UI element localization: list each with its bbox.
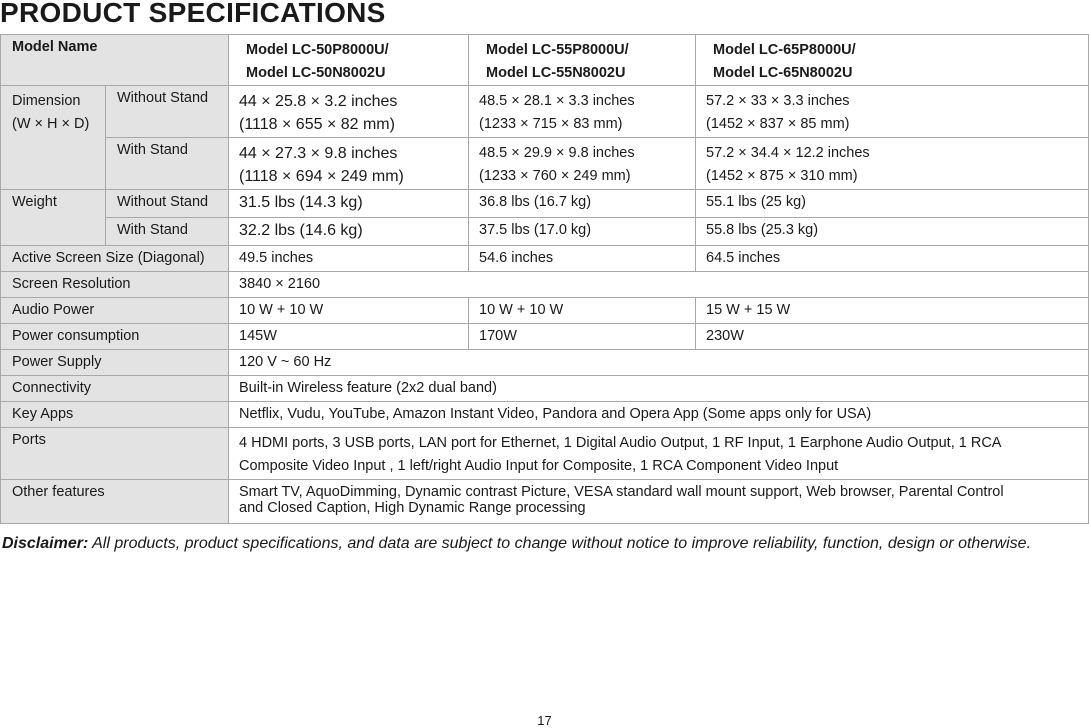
without-stand-label: Without Stand [106,86,229,138]
other-features-line2: and Closed Caption, High Dynamic Range processing [239,500,586,516]
without-stand-label: Without Stand [106,190,229,218]
audio-power-value: 10 W + 10 W [229,298,469,324]
dimension-value [696,86,1089,138]
dimension-mm: (1233 × 715 × 83 mm) [479,116,623,132]
dimension-label [1,86,106,190]
dimension-inches: 48.5 × 28.1 × 3.3 inches [479,93,635,109]
weight-value: 36.8 lbs (16.7 kg) [469,190,696,218]
model-line2: Model LC-65N8002U [713,65,853,81]
weight-label: Weight [1,190,106,246]
other-features-line1: Smart TV, AquoDimming, Dynamic contrast Picture, VESA standard wall mount support, Web browser, Parental Control [239,484,1004,500]
resolution-label: Screen Resolution [1,272,229,298]
power-supply-value: 120 V ~ 60 Hz [229,350,1089,376]
ports-line1: 4 HDMI ports, 3 USB ports, LAN port for Ethernet, 1 Digital Audio Output, 1 RF Input, 1 Earphone Audio Output, 1 RCA [239,435,1002,451]
audio-power-value: 10 W + 10 W [469,298,696,324]
row-ports [1,428,1089,480]
dimension-mm: (1452 × 875 × 310 mm) [706,168,858,184]
dimension-value [469,86,696,138]
spec-table [0,34,1089,524]
weight-value: 31.5 lbs (14.3 kg) [229,190,469,218]
audio-power-label: Audio Power [1,298,229,324]
dimension-value [229,86,469,138]
power-supply-label: Power Supply [1,350,229,376]
screen-size-value: 49.5 inches [229,246,469,272]
row-power-consumption [1,324,1089,350]
other-features-value [229,480,1089,524]
dimension-inches: 48.5 × 29.9 × 9.8 inches [479,145,635,161]
weight-value: 55.8 lbs (25.3 kg) [696,218,1089,246]
screen-size-value: 54.6 inches [469,246,696,272]
disclaimer [2,532,1089,556]
dimension-label-line2: (W × H × D) [12,116,90,132]
dimension-inches: 44 × 25.8 × 3.2 inches [239,93,398,110]
row-model-name [1,35,1089,86]
page-title: PRODUCT SPECIFICATIONS [0,0,386,28]
model-name-label: Model Name [1,35,229,86]
screen-size-label: Active Screen Size (Diagonal) [1,246,229,272]
with-stand-label: With Stand [106,138,229,190]
model-cell-55 [469,35,696,86]
row-connectivity [1,376,1089,402]
audio-power-value: 15 W + 15 W [696,298,1089,324]
row-key-apps [1,402,1089,428]
weight-value: 55.1 lbs (25 kg) [696,190,1089,218]
dimension-value [469,138,696,190]
key-apps-value: Netflix, Vudu, YouTube, Amazon Instant Video, Pandora and Opera App (Some apps only for USA) [229,402,1089,428]
dimension-inches: 44 × 27.3 × 9.8 inches [239,145,398,162]
row-weight-with-stand [1,218,1089,246]
row-resolution [1,272,1089,298]
dimension-value [229,138,469,190]
dimension-inches: 57.2 × 34.4 × 12.2 inches [706,145,870,161]
power-consumption-value: 230W [696,324,1089,350]
ports-line2: Composite Video Input , 1 left/right Audio Input for Composite, 1 RCA Component Video Input [239,458,839,474]
screen-size-value: 64.5 inches [696,246,1089,272]
connectivity-value: Built-in Wireless feature (2x2 dual band) [229,376,1089,402]
page-number: 17 [537,713,552,728]
disclaimer-label: Disclaimer: [2,535,89,552]
power-consumption-value: 170W [469,324,696,350]
row-dimension-with-stand [1,138,1089,190]
connectivity-label: Connectivity [1,376,229,402]
dimension-mm: (1452 × 837 × 85 mm) [706,116,850,132]
model-line1: Model LC-65P8000U/ [713,42,856,58]
model-line1: Model LC-55P8000U/ [486,42,629,58]
row-weight-without-stand [1,190,1089,218]
dimension-label-line1: Dimension [12,93,81,109]
dimension-mm: (1233 × 760 × 249 mm) [479,168,631,184]
resolution-value: 3840 × 2160 [229,272,1089,298]
model-cell-65 [696,35,1089,86]
row-screen-size [1,246,1089,272]
power-consumption-value: 145W [229,324,469,350]
dimension-mm: (1118 × 694 × 249 mm) [239,168,404,185]
dimension-inches: 57.2 × 33 × 3.3 inches [706,93,850,109]
model-line2: Model LC-55N8002U [486,65,626,81]
key-apps-label: Key Apps [1,402,229,428]
disclaimer-text: All products, product specifications, and data are subject to change without notice to improve reliability, function, design or otherwise. [92,535,1032,552]
row-dimension-without-stand [1,86,1089,138]
weight-value: 37.5 lbs (17.0 kg) [469,218,696,246]
weight-value: 32.2 lbs (14.6 kg) [229,218,469,246]
model-line2: Model LC-50N8002U [246,65,386,81]
ports-value [229,428,1089,480]
row-power-supply [1,350,1089,376]
model-line1: Model LC-50P8000U/ [246,42,389,58]
with-stand-label: With Stand [106,218,229,246]
other-features-label: Other features [1,480,229,524]
ports-label: Ports [1,428,229,480]
power-consumption-label: Power consumption [1,324,229,350]
dimension-mm: (1118 × 655 × 82 mm) [239,116,395,133]
row-other-features [1,480,1089,524]
dimension-value [696,138,1089,190]
row-audio-power [1,298,1089,324]
model-cell-50 [229,35,469,86]
